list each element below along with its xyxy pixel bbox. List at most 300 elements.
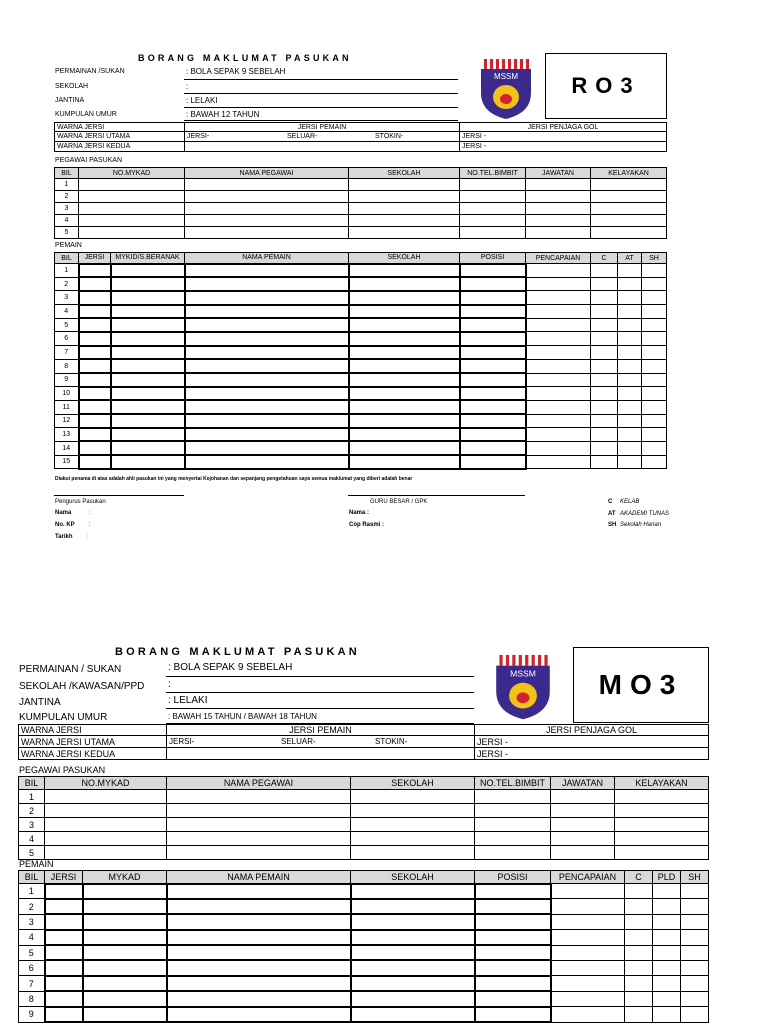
jersey-pemain-kedua[interactable] — [167, 748, 475, 760]
table-cell[interactable] — [681, 930, 709, 945]
jersey-pemain-utama[interactable]: JERSI- SELUAR- STOKIN- — [185, 132, 460, 142]
table-cell[interactable] — [551, 884, 625, 899]
table-cell[interactable] — [83, 899, 167, 914]
table-cell[interactable] — [653, 930, 681, 945]
table-cell[interactable] — [79, 277, 111, 291]
table-cell[interactable] — [526, 191, 591, 203]
table-cell[interactable] — [349, 441, 460, 455]
table-cell[interactable] — [618, 277, 642, 291]
table-cell[interactable] — [625, 960, 653, 975]
table-cell[interactable] — [349, 227, 460, 239]
table-cell[interactable] — [351, 804, 475, 818]
table-cell[interactable] — [351, 818, 475, 832]
table-cell[interactable] — [615, 846, 709, 860]
table-cell[interactable] — [526, 277, 591, 291]
table-cell[interactable] — [591, 305, 618, 319]
table-cell[interactable] — [618, 346, 642, 360]
table-cell[interactable] — [681, 945, 709, 960]
table-cell[interactable] — [618, 359, 642, 373]
table-cell[interactable] — [111, 387, 185, 401]
table-cell[interactable] — [475, 960, 551, 975]
table-cell[interactable] — [349, 264, 460, 278]
col-kelayakan: KELAYAKAN — [591, 168, 667, 179]
table-cell[interactable] — [526, 346, 591, 360]
table-cell[interactable] — [591, 441, 618, 455]
table-cell[interactable] — [79, 455, 111, 469]
table-cell[interactable] — [460, 227, 526, 239]
table-cell[interactable] — [475, 914, 551, 929]
table-cell[interactable] — [551, 818, 615, 832]
table-cell[interactable] — [625, 991, 653, 1006]
table-cell[interactable] — [642, 332, 667, 346]
table-cell[interactable] — [642, 305, 667, 319]
field-value-permainan[interactable]: : BOLA SEPAK 9 SEBELAH — [168, 662, 293, 673]
jersey-pemain-utama[interactable]: JERSI- SELUAR- STOKIN- — [167, 736, 475, 748]
table-cell[interactable] — [625, 899, 653, 914]
table-cell[interactable] — [185, 291, 349, 305]
table-cell[interactable] — [167, 832, 351, 846]
table-cell[interactable] — [460, 191, 526, 203]
table-cell[interactable] — [591, 264, 618, 278]
table-cell[interactable] — [681, 884, 709, 899]
table-cell[interactable] — [642, 291, 667, 305]
table-cell[interactable] — [167, 976, 351, 991]
table-cell[interactable] — [79, 179, 185, 191]
table-cell[interactable] — [475, 884, 551, 899]
table-cell[interactable] — [591, 359, 618, 373]
table-cell[interactable] — [351, 790, 475, 804]
table-cell[interactable] — [185, 441, 349, 455]
sig-left-title: Pengurus Pasukan — [55, 499, 106, 505]
table-cell[interactable] — [681, 976, 709, 991]
table-cell[interactable] — [185, 373, 349, 387]
table-cell[interactable] — [551, 991, 625, 1006]
table-row — [19, 945, 709, 960]
table-cell[interactable] — [526, 428, 591, 442]
table-cell[interactable] — [460, 359, 526, 373]
table-cell[interactable] — [111, 359, 185, 373]
table-cell[interactable] — [111, 291, 185, 305]
table-cell[interactable] — [681, 1007, 709, 1022]
table-cell[interactable] — [349, 373, 460, 387]
table-cell[interactable] — [460, 373, 526, 387]
table-cell[interactable] — [591, 346, 618, 360]
table-cell[interactable] — [111, 332, 185, 346]
table-cell[interactable] — [79, 264, 111, 278]
table-cell[interactable] — [111, 414, 185, 428]
jersey-gol-kedua[interactable]: JERSI - — [460, 142, 667, 152]
table-cell[interactable] — [185, 346, 349, 360]
table-cell[interactable] — [185, 359, 349, 373]
table-cell[interactable] — [653, 1007, 681, 1022]
table-cell[interactable] — [460, 215, 526, 227]
table-cell[interactable] — [79, 387, 111, 401]
table-cell[interactable] — [618, 291, 642, 305]
table-cell[interactable] — [185, 455, 349, 469]
table-cell[interactable] — [653, 960, 681, 975]
table-cell[interactable] — [460, 441, 526, 455]
table-cell[interactable] — [351, 976, 475, 991]
field-label-umur: KUMPULAN UMUR — [19, 712, 108, 723]
table-cell[interactable] — [349, 191, 460, 203]
table-row — [55, 291, 667, 305]
table-cell[interactable] — [111, 441, 185, 455]
table-cell[interactable] — [475, 832, 551, 846]
table-cell[interactable] — [475, 976, 551, 991]
table-cell[interactable] — [681, 899, 709, 914]
table-cell[interactable] — [79, 346, 111, 360]
table-cell[interactable] — [349, 291, 460, 305]
table-cell[interactable] — [526, 227, 591, 239]
jersey-gol-utama[interactable]: JERSI - — [475, 736, 709, 748]
table-cell[interactable] — [45, 804, 167, 818]
table-cell[interactable] — [111, 373, 185, 387]
table-cell[interactable] — [45, 991, 83, 1006]
table-cell[interactable] — [551, 930, 625, 945]
table-cell[interactable] — [45, 846, 167, 860]
table-cell[interactable] — [83, 930, 167, 945]
table-cell[interactable] — [526, 414, 591, 428]
table-cell[interactable] — [615, 804, 709, 818]
table-cell[interactable] — [591, 414, 618, 428]
table-cell[interactable] — [83, 960, 167, 975]
table-cell[interactable] — [460, 318, 526, 332]
field-label-jantina: JANTINA — [55, 97, 85, 104]
table-cell[interactable] — [625, 1007, 653, 1022]
field-label-permainan: PERMAINAN /SUKAN — [55, 68, 125, 75]
field-value-jantina[interactable]: : LELAKI — [168, 695, 208, 706]
table-cell[interactable] — [551, 846, 615, 860]
table-cell[interactable] — [111, 455, 185, 469]
table-cell[interactable] — [349, 179, 460, 191]
table-cell[interactable] — [625, 914, 653, 929]
table-cell[interactable] — [79, 291, 111, 305]
table-cell[interactable] — [349, 359, 460, 373]
table-cell[interactable] — [618, 400, 642, 414]
table-cell[interactable] — [349, 346, 460, 360]
table-cell[interactable] — [79, 359, 111, 373]
table-cell[interactable] — [79, 305, 111, 319]
table-cell[interactable] — [653, 884, 681, 899]
table-cell[interactable] — [642, 387, 667, 401]
table-cell[interactable] — [185, 227, 349, 239]
table-cell[interactable] — [349, 203, 460, 215]
table-cell[interactable] — [167, 991, 351, 1006]
jersey-gol-kedua[interactable]: JERSI - — [475, 748, 709, 760]
table-cell[interactable] — [681, 914, 709, 929]
table-cell[interactable] — [526, 359, 591, 373]
table-cell[interactable] — [618, 318, 642, 332]
field-value-sekolah[interactable]: : — [186, 82, 189, 91]
table-cell[interactable] — [351, 914, 475, 929]
table-cell[interactable] — [618, 332, 642, 346]
table-cell[interactable] — [45, 884, 83, 899]
table-cell[interactable] — [185, 400, 349, 414]
sig-left-kp: No. KP — [55, 522, 75, 528]
table-cell[interactable] — [551, 1007, 625, 1022]
table-cell[interactable] — [351, 899, 475, 914]
table-cell[interactable] — [45, 976, 83, 991]
table-cell[interactable] — [83, 1007, 167, 1022]
table-cell[interactable] — [591, 215, 667, 227]
table-cell[interactable] — [653, 914, 681, 929]
table-cell[interactable] — [591, 179, 667, 191]
table-cell[interactable] — [351, 930, 475, 945]
table-cell[interactable] — [45, 914, 83, 929]
table-cell[interactable] — [460, 305, 526, 319]
table-cell[interactable] — [642, 441, 667, 455]
table-cell[interactable] — [625, 976, 653, 991]
table-cell[interactable] — [167, 790, 351, 804]
table-cell[interactable] — [111, 277, 185, 291]
table-cell[interactable] — [526, 264, 591, 278]
table-cell[interactable] — [618, 264, 642, 278]
table-cell[interactable] — [642, 318, 667, 332]
table-cell[interactable] — [460, 203, 526, 215]
table-cell[interactable] — [551, 914, 625, 929]
table-cell[interactable] — [526, 215, 591, 227]
table-cell[interactable] — [349, 215, 460, 227]
table-cell[interactable] — [185, 414, 349, 428]
table-cell[interactable] — [167, 884, 351, 899]
table-cell[interactable] — [349, 332, 460, 346]
table-cell[interactable] — [475, 1007, 551, 1022]
table-cell[interactable] — [185, 215, 349, 227]
table-cell[interactable] — [551, 790, 615, 804]
table-cell[interactable] — [83, 976, 167, 991]
table-cell[interactable] — [45, 945, 83, 960]
table-cell[interactable] — [351, 960, 475, 975]
table-cell[interactable] — [45, 1007, 83, 1022]
table-cell[interactable] — [615, 790, 709, 804]
table-cell[interactable] — [475, 930, 551, 945]
table-cell[interactable] — [167, 899, 351, 914]
table-cell[interactable] — [83, 914, 167, 929]
table-cell[interactable] — [618, 455, 642, 469]
jersey-pemain-kedua[interactable] — [185, 142, 460, 152]
table-cell[interactable] — [618, 414, 642, 428]
field-value-permainan[interactable]: : BOLA SEPAK 9 SEBELAH — [186, 67, 286, 76]
table-cell[interactable] — [351, 945, 475, 960]
table-cell[interactable] — [460, 387, 526, 401]
table-cell[interactable] — [349, 400, 460, 414]
table-cell[interactable] — [349, 428, 460, 442]
table-cell[interactable] — [185, 264, 349, 278]
table-cell[interactable] — [591, 428, 618, 442]
table-cell[interactable] — [551, 945, 625, 960]
table-cell[interactable] — [526, 305, 591, 319]
table-cell[interactable] — [45, 832, 167, 846]
table-cell[interactable] — [526, 373, 591, 387]
table-cell[interactable] — [79, 332, 111, 346]
table-cell[interactable] — [45, 899, 83, 914]
table-cell[interactable] — [618, 428, 642, 442]
table-cell[interactable] — [111, 264, 185, 278]
table-cell[interactable] — [642, 264, 667, 278]
table-cell[interactable] — [460, 179, 526, 191]
table-cell[interactable] — [351, 832, 475, 846]
table-cell[interactable] — [167, 1007, 351, 1022]
table-cell[interactable] — [167, 914, 351, 929]
table-cell[interactable] — [349, 305, 460, 319]
table-cell[interactable] — [526, 455, 591, 469]
table-cell[interactable] — [591, 400, 618, 414]
table-cell[interactable] — [526, 441, 591, 455]
jersey-gol-utama[interactable]: JERSI - — [460, 132, 667, 142]
table-cell[interactable] — [526, 203, 591, 215]
table-cell[interactable] — [79, 215, 185, 227]
table-cell[interactable] — [526, 387, 591, 401]
table-cell[interactable] — [551, 976, 625, 991]
table-cell[interactable] — [551, 804, 615, 818]
table-cell[interactable] — [591, 227, 667, 239]
table-cell[interactable] — [551, 960, 625, 975]
table-cell[interactable] — [79, 428, 111, 442]
table-cell[interactable] — [111, 346, 185, 360]
table-cell[interactable] — [351, 846, 475, 860]
table-cell[interactable] — [83, 884, 167, 899]
table-cell[interactable] — [642, 373, 667, 387]
table-cell[interactable] — [167, 930, 351, 945]
table-cell[interactable] — [111, 305, 185, 319]
table-cell[interactable] — [618, 373, 642, 387]
field-value-umur[interactable]: : BAWAH 12 TAHUN — [186, 110, 260, 119]
field-value-sekolah[interactable]: : — [168, 679, 171, 690]
table-cell[interactable] — [653, 991, 681, 1006]
table-cell[interactable] — [460, 400, 526, 414]
table-cell[interactable] — [111, 428, 185, 442]
table-cell[interactable] — [185, 332, 349, 346]
table-cell[interactable] — [349, 318, 460, 332]
table-cell[interactable] — [551, 832, 615, 846]
table-cell[interactable] — [167, 818, 351, 832]
table-cell[interactable] — [642, 414, 667, 428]
table-cell[interactable] — [642, 277, 667, 291]
table-cell[interactable] — [185, 318, 349, 332]
table-cell[interactable] — [625, 884, 653, 899]
table-cell[interactable] — [349, 277, 460, 291]
table-cell[interactable] — [615, 832, 709, 846]
table-cell[interactable] — [460, 428, 526, 442]
table-cell[interactable] — [475, 899, 551, 914]
table-cell[interactable] — [475, 790, 551, 804]
table-cell[interactable] — [351, 884, 475, 899]
table-cell[interactable] — [591, 455, 618, 469]
table-cell[interactable] — [681, 991, 709, 1006]
table-cell[interactable] — [111, 318, 185, 332]
table-cell[interactable] — [625, 945, 653, 960]
table-cell[interactable] — [83, 945, 167, 960]
table-cell[interactable] — [460, 346, 526, 360]
table-cell[interactable] — [460, 277, 526, 291]
table-cell[interactable] — [79, 318, 111, 332]
table-cell[interactable] — [185, 387, 349, 401]
table-cell[interactable] — [185, 305, 349, 319]
table-cell[interactable] — [642, 359, 667, 373]
table-cell[interactable] — [526, 332, 591, 346]
table-cell[interactable] — [349, 455, 460, 469]
table-cell[interactable] — [167, 846, 351, 860]
table-cell[interactable] — [681, 960, 709, 975]
table-cell[interactable] — [591, 291, 618, 305]
table-cell[interactable] — [591, 203, 667, 215]
table-cell[interactable] — [349, 387, 460, 401]
table-cell[interactable] — [351, 1007, 475, 1022]
field-value-jantina[interactable]: : LELAKI — [186, 96, 218, 105]
table-cell[interactable] — [45, 818, 167, 832]
table-cell[interactable] — [625, 930, 653, 945]
table-cell[interactable] — [653, 945, 681, 960]
table-cell[interactable] — [79, 203, 185, 215]
table-cell[interactable] — [185, 428, 349, 442]
table-cell[interactable] — [185, 277, 349, 291]
table-cell[interactable] — [618, 305, 642, 319]
table-cell[interactable] — [45, 960, 83, 975]
table-cell[interactable] — [460, 414, 526, 428]
table-cell[interactable] — [45, 790, 167, 804]
table-cell[interactable] — [349, 414, 460, 428]
table-cell[interactable] — [475, 818, 551, 832]
table-cell[interactable] — [79, 414, 111, 428]
table-cell[interactable] — [526, 291, 591, 305]
table-cell[interactable] — [167, 960, 351, 975]
table-cell[interactable] — [45, 930, 83, 945]
table-cell[interactable] — [526, 318, 591, 332]
table-cell[interactable] — [618, 387, 642, 401]
table-cell[interactable] — [642, 428, 667, 442]
table-cell[interactable] — [475, 846, 551, 860]
table-cell[interactable] — [475, 945, 551, 960]
table-cell[interactable] — [460, 455, 526, 469]
table-cell[interactable] — [111, 400, 185, 414]
table-cell[interactable] — [460, 332, 526, 346]
table-cell[interactable] — [185, 203, 349, 215]
table-cell[interactable] — [591, 373, 618, 387]
table-cell[interactable] — [460, 291, 526, 305]
table-cell[interactable] — [526, 179, 591, 191]
table-cell[interactable] — [642, 346, 667, 360]
table-cell[interactable] — [591, 191, 667, 203]
table-cell[interactable] — [185, 179, 349, 191]
table-cell[interactable] — [83, 991, 167, 1006]
table-cell[interactable] — [618, 441, 642, 455]
table-cell[interactable] — [642, 455, 667, 469]
table-cell[interactable] — [167, 945, 351, 960]
table-cell[interactable] — [591, 387, 618, 401]
table-cell[interactable] — [653, 899, 681, 914]
table-cell[interactable] — [460, 264, 526, 278]
table-cell[interactable] — [79, 227, 185, 239]
table-cell[interactable] — [591, 277, 618, 291]
table-cell[interactable] — [591, 332, 618, 346]
table-cell[interactable] — [79, 400, 111, 414]
table-cell[interactable] — [475, 804, 551, 818]
table-cell[interactable] — [591, 318, 618, 332]
table-cell[interactable] — [642, 400, 667, 414]
table-cell[interactable] — [551, 899, 625, 914]
table-cell[interactable] — [79, 373, 111, 387]
table-cell[interactable] — [351, 991, 475, 1006]
table-cell[interactable] — [615, 818, 709, 832]
table-cell[interactable] — [475, 991, 551, 1006]
table-cell[interactable] — [185, 191, 349, 203]
table-cell[interactable] — [79, 191, 185, 203]
field-value-umur[interactable]: : BAWAH 15 TAHUN / BAWAH 18 TAHUN — [168, 712, 317, 721]
table-cell[interactable] — [167, 804, 351, 818]
table-cell[interactable] — [79, 441, 111, 455]
table-cell[interactable] — [653, 976, 681, 991]
table-cell[interactable] — [526, 400, 591, 414]
